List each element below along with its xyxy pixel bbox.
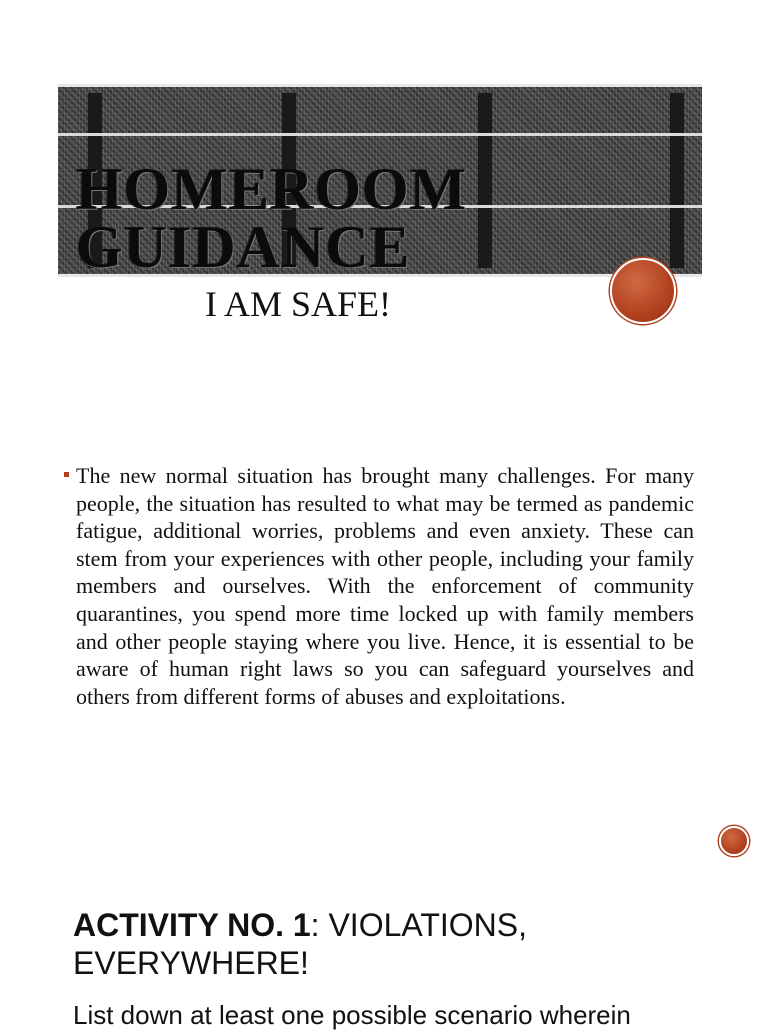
bullet-paragraph: The new normal situation has brought many challenges. For many people, the situation has resulted to what may be termed as pandemic fatigue, additional worries, problems and even anxiety. These can stem from your experiences with other people, including your family members and ourselves. With the enforcement of community quarantines, you spend more time locked up with family members and other people staying where you live. Hence, it is essential to be aware of human right laws so you can safeguard yourselves and others from different forms of abuses and exploitations. [76, 463, 694, 709]
banner-stripe [58, 133, 702, 136]
title-line-2: GUIDANCE [76, 214, 411, 280]
banner-dark-bar [670, 93, 684, 268]
activity-heading [73, 906, 733, 982]
banner-dark-bar [478, 93, 492, 268]
slide-title-text [76, 156, 468, 280]
title-line-1: HOMEROOM [76, 156, 468, 222]
decorative-circle-icon [610, 258, 676, 324]
slide-subtitle: I AM SAFE! [205, 284, 392, 324]
activity-number: ACTIVITY NO. 1 [73, 907, 311, 943]
activity-instructions: List down at least one possible scenario wherein [73, 1000, 631, 1030]
bullet-item [64, 462, 694, 710]
activity-title: : VIOLATIONS, EVERYWHERE! [73, 907, 528, 981]
bullet-square-icon [64, 472, 69, 477]
